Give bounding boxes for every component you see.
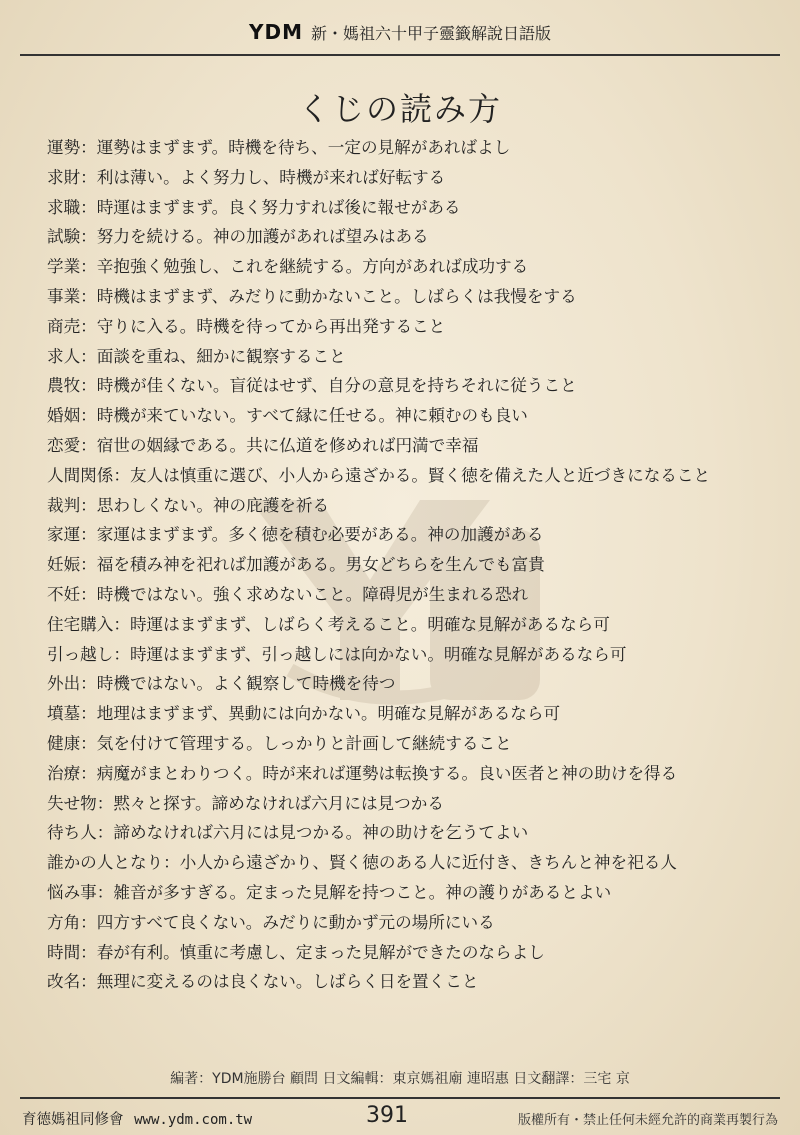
- list-item: 方角：四方すべて良くない。みだりに動かず元の場所にいる: [47, 912, 495, 932]
- list-item: 外出：時機ではない。よく観察して時機を待つ: [47, 674, 396, 694]
- book-title: 新・媽祖六十甲子靈籤解說日語版: [310, 23, 551, 43]
- list-item: 商売：守りに入る。時機を待ってから再出発すること: [47, 316, 446, 336]
- list-item: 時間：春が有利。慎重に考慮し、定まった見解ができたのならよし: [47, 942, 545, 962]
- ydm-logo: YDM: [248, 20, 303, 44]
- list-item: 改名：無理に変えるのは良くない。しばらく日を置くこと: [47, 972, 479, 992]
- list-item: 不妊：時機ではない。強く求めないこと。障碍児が生まれる恐れ: [47, 584, 529, 604]
- copyright-notice: 版權所有・禁止任何未經允許的商業再製行為: [517, 1113, 778, 1128]
- list-item: 農牧：時機が佳くない。盲従はせず、自分の意見を持ちそれに従うこと: [47, 376, 577, 396]
- page-title: くじの読み方: [297, 90, 502, 128]
- page-number: 391: [366, 1103, 408, 1128]
- list-item: 求職：時運はまずまず。良く努力すれば後に報せがある: [47, 197, 461, 217]
- list-item: 健康：気を付けて管理する。しっかりと計画して継続すること: [47, 733, 512, 753]
- list-item: 墳墓：地理はまずまず、異動には向かない。明確な見解があるなら可: [47, 704, 561, 724]
- list-item: 引っ越し：時運はまずまず、引っ越しには向かない。明確な見解があるなら可: [47, 644, 627, 664]
- entry-list: [47, 133, 754, 997]
- page-header: [20, 14, 780, 56]
- list-item: 人間関係：友人は慎重に選び、小人から遠ざかる。賢く徳を備えた人と近づきになること: [47, 465, 711, 485]
- list-item: 治療：病魔がまとわりつく。時が来れば運勢は転換する。良い医者と神の助けを得る: [47, 763, 678, 783]
- list-item: 運勢：運勢はまずまず。時機を待ち、一定の見解があればよし: [47, 138, 511, 157]
- organization-name: 育德媽祖同修會: [22, 1112, 124, 1128]
- page-footer: [20, 1097, 780, 1135]
- list-item: 恋愛：宿世の姻縁である。共に仏道を修めれば円満で幸福: [47, 435, 479, 455]
- list-item: 裁判：思わしくない。神の庇護を祈る: [47, 495, 330, 515]
- list-item: 求人：面談を重ね、細かに観察すること: [47, 346, 346, 366]
- list-item: 事業：時機はまずまず、みだりに動かないこと。しばらくは我慢をする: [47, 286, 577, 306]
- list-item: 誰かの人となり：小人から遠ざかり、賢く徳のある人に近付き、きちんと神を祀る人: [47, 853, 677, 873]
- list-item: 家運：家運はまずまず。多く徳を積む必要がある。神の加護がある: [47, 525, 544, 545]
- list-item: 求財：利は薄い。よく努力し、時機が来れば好転する: [47, 167, 446, 187]
- list-item: 試験：努力を続ける。神の加護があれば望みはある: [47, 227, 429, 247]
- list-item: 悩み事：雑音が多すぎる。定まった見解を持つこと。神の護りがあるとよい: [47, 882, 612, 902]
- website-link[interactable]: www.ydm.com.tw: [134, 1112, 253, 1128]
- list-item: 婚姻：時機が来ていない。すべて縁に任せる。神に頼むのも良い: [47, 406, 528, 426]
- list-item: 失せ物：黙々と探す。諦めなければ六月には見つかる: [47, 793, 444, 813]
- list-item: 学業：辛抱強く勉強し、これを継続する。方向があれば成功する: [47, 257, 529, 277]
- list-item: 住宅購入：時運はまずまず、しばらく考えること。明確な見解があるなら可: [47, 614, 610, 634]
- credits-line: 編著：YDM施勝台 顧問 日文編輯：東京媽祖廟 連昭惠 日文翻譯：三宅 京: [170, 1071, 630, 1087]
- list-item: 妊娠：福を積み神を祀れば加護がある。男女どちらを生んでも富貴: [47, 555, 545, 575]
- list-item: 待ち人：諦めなければ六月には見つかる。神の助けを乞うてよい: [47, 823, 529, 843]
- footer-org-block: [22, 1108, 252, 1129]
